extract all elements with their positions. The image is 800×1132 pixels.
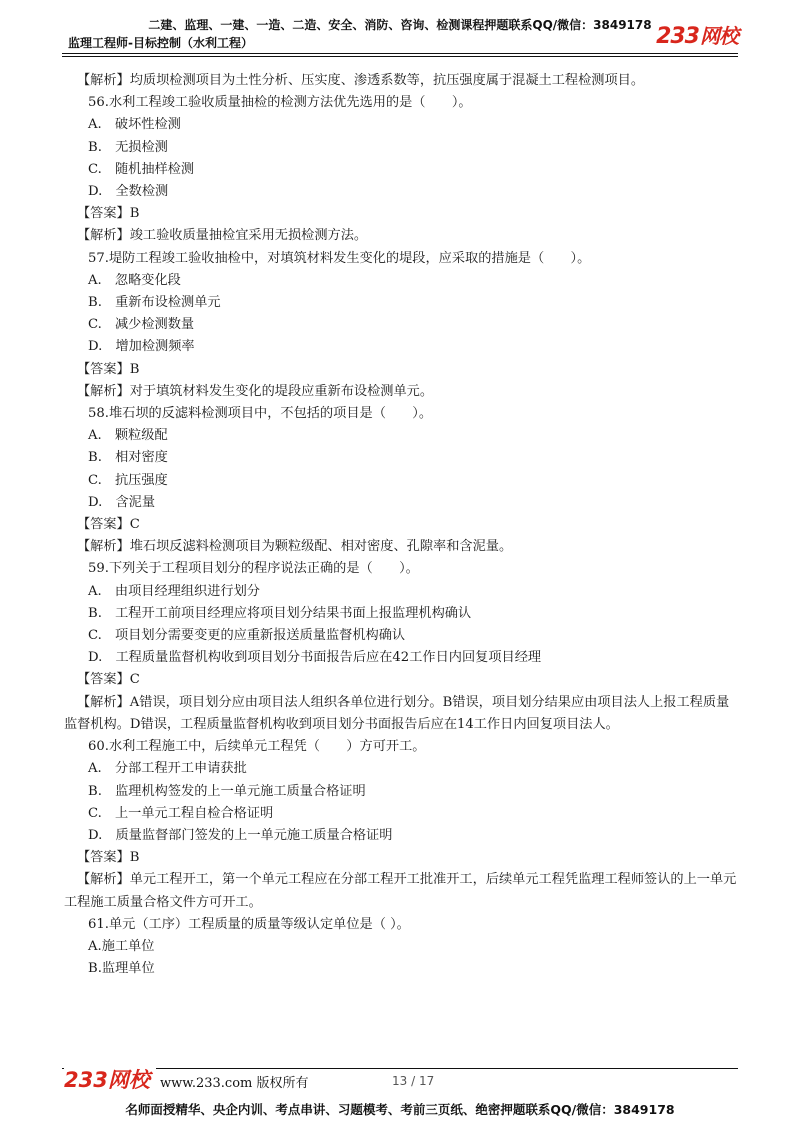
answer-option: B. 监理机构签发的上一单元施工质量合格证明 bbox=[88, 783, 366, 799]
answer-line: 【答案】B bbox=[77, 361, 140, 377]
header-promo-text: 二建、监理、一建、一造、二造、安全、消防、咨询、检测课程押题联系QQ/微信：3849178 bbox=[148, 18, 652, 32]
question-stem: 59.下列关于工程项目划分的程序说法正确的是（ ）。 bbox=[88, 561, 419, 577]
analysis-line: 【解析】堆石坝反滤料检测项目为颗粒级配、相对密度、孔隙率和含泥量。 bbox=[77, 539, 513, 555]
answer-option: D. 增加检测频率 bbox=[88, 339, 195, 355]
answer-line: 【答案】B bbox=[77, 206, 140, 222]
answer-option: A. 颗粒级配 bbox=[88, 428, 168, 444]
answer-option: D. 工程质量监督机构收到项目划分书面报告后应在42工作日内回复项目经理 bbox=[88, 650, 542, 666]
page-number: 13 / 17 bbox=[392, 1074, 435, 1088]
answer-option: D. 全数检测 bbox=[88, 184, 169, 200]
question-stem: 61.单元（工序）工程质量的质量等级认定单位是（ ）。 bbox=[88, 916, 410, 932]
answer-option: A. 破坏性检测 bbox=[88, 117, 181, 133]
footer-copyright: www.233.com 版权所有 bbox=[160, 1076, 309, 1091]
footer-divider bbox=[62, 1068, 738, 1069]
answer-option: A. 忽略变化段 bbox=[88, 272, 181, 288]
brand-logo bbox=[656, 20, 738, 49]
footer-promo-text: 名师面授精华、央企内训、考点串讲、习题模考、考前三页纸、绝密押题联系QQ/微信：3849178 bbox=[125, 1102, 675, 1117]
answer-option: B. 重新布设检测单元 bbox=[88, 295, 221, 311]
question-stem: 58.堆石坝的反滤料检测项目中，不包括的项目是（ ）。 bbox=[88, 406, 433, 422]
answer-option: C. 项目划分需要变更的应重新报送质量监督机构确认 bbox=[88, 628, 406, 644]
question-stem: 60.水利工程施工中，后续单元工程凭（ ）方可开工。 bbox=[88, 739, 426, 755]
answer-line: 【答案】B bbox=[77, 850, 140, 866]
answer-option: A. 由项目经理组织进行划分 bbox=[88, 583, 260, 599]
document-subtitle: 监理工程师-目标控制（水利工程） bbox=[68, 36, 253, 50]
document-body bbox=[64, 70, 740, 980]
footer-logo bbox=[64, 1064, 156, 1094]
answer-option: C. 随机抽样检测 bbox=[88, 161, 195, 177]
analysis-paragraph: 【解析】单元工程开工，第一个单元工程应在分部工程开工批准开工，后续单元工程凭监理工程师签认的上一单元工程施工质量合格文件方可开工。 bbox=[64, 872, 737, 910]
answer-option: B. 相对密度 bbox=[88, 450, 168, 466]
answer-option: A.施工单位 bbox=[88, 938, 155, 954]
analysis-line: 【解析】竣工验收质量抽检宜采用无损检测方法。 bbox=[77, 228, 368, 244]
analysis-paragraph: 【解析】A错误，项目划分应由项目法人组织各单位进行划分。B错误，项目划分结果应由项目法人上报工程质量监督机构。D错误，工程质量监督机构收到项目划分书面报告后应在14工作日内回复项目法人。 bbox=[64, 694, 730, 732]
answer-option: B. 无损检测 bbox=[88, 139, 168, 155]
question-stem: 57.堤防工程竣工验收抽检中，对填筑材料发生变化的堤段，应采取的措施是（ ）。 bbox=[88, 250, 591, 266]
answer-line: 【答案】C bbox=[77, 517, 140, 533]
analysis-line: 【解析】对于填筑材料发生变化的堤段应重新布设检测单元。 bbox=[77, 383, 434, 399]
answer-option: A. 分部工程开工申请获批 bbox=[88, 761, 247, 777]
logo-text: 网校 bbox=[700, 24, 738, 48]
answer-option: C. 上一单元工程自检合格证明 bbox=[88, 805, 274, 821]
answer-option: C. 抗压强度 bbox=[88, 472, 168, 488]
answer-option: D. 质量监督部门签发的上一单元施工质量合格证明 bbox=[88, 827, 393, 843]
header-divider bbox=[62, 53, 738, 54]
answer-option: B.监理单位 bbox=[88, 961, 155, 977]
answer-option: D. 含泥量 bbox=[88, 494, 156, 510]
question-stem: 56.水利工程竣工验收质量抽检的检测方法优先选用的是（ ）。 bbox=[88, 95, 472, 111]
analysis-line: 【解析】均质坝检测项目为土性分析、压实度、渗透系数等，抗压强度属于混凝土工程检测项目。 bbox=[77, 73, 645, 88]
header-divider-thin bbox=[62, 56, 738, 57]
answer-option: B. 工程开工前项目经理应将项目划分结果书面上报监理机构确认 bbox=[88, 605, 472, 621]
footer-logo-text: 网校 bbox=[107, 1068, 150, 1092]
logo-number: 233 bbox=[656, 24, 699, 49]
answer-option: C. 减少检测数量 bbox=[88, 317, 195, 333]
answer-line: 【答案】C bbox=[77, 672, 140, 688]
footer-logo-number: 233 bbox=[64, 1068, 108, 1092]
